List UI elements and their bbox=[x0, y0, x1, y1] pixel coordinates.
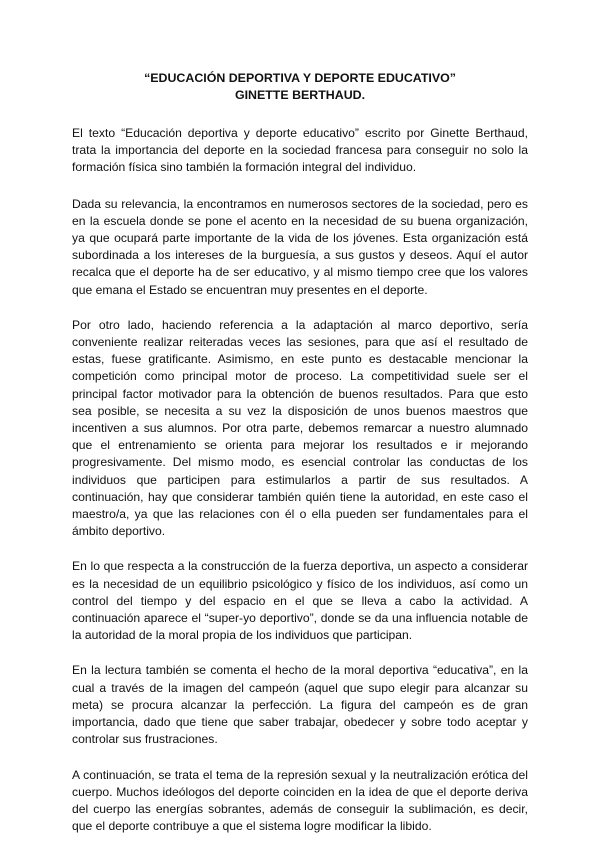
document-body bbox=[72, 125, 528, 853]
paragraph-1: El texto “Educación deportiva y deporte educativo” escrito por Ginette Berthaud, trata la importancia del deporte en la sociedad francesa para conseguir no solo la formación física sino también la formación integral del individuo. bbox=[72, 126, 528, 175]
paragraph-6: A continuación, se trata el tema de la represión sexual y la neutralización erótica del cuerpo. Muchos ideólogos del deporte coinciden en la idea de que el deporte deriva del cuerpo las energías sobrantes, además de conseguir la sublimación, es decir, que el deporte contribuye a que el sistema logre modificar la libido. bbox=[72, 767, 528, 834]
title-line-1: “EDUCACIÓN DEPORTIVA Y DEPORTE EDUCATIVO” bbox=[144, 71, 456, 85]
document-title bbox=[72, 70, 528, 104]
paragraph-4: En lo que respecta a la construcción de la fuerza deportiva, un aspecto a considerar es la necesidad de un equilibrio psicológico y físico de los individuos, así como un control del tiempo y del espacio en el que se lleva a cabo la actividad. A continuación aparece el “super-yo deportivo”, donde se da una influencia notable de la autoridad de la moral propia de los individuos que participan. bbox=[72, 559, 528, 643]
paragraph-2: Dada su relevancia, la encontramos en numerosos sectores de la sociedad, pero es en la escuela donde se pone el acento en la necesidad de su buena organización, ya que ocupará parte importante de la vida de los jóvenes. Esta organización está subordinada a los intereses de la burguesía, a sus gustos y deseos. Aquí el autor recalca que el deporte ha de ser educativo, y al mismo tiempo cree que los valores que emana el Estado se encuentran muy presentes en el deporte. bbox=[72, 196, 528, 297]
paragraph-5: En la lectura también se comenta el hecho de la moral deportiva “educativa”, en la cual a través de la imagen del campeón (aquel que supo elegir para alcanzar su meta) se procura alcanzar la perfección. La figura del campeón es de gran importancia, dado que tiene que saber trabajar, obedecer y sobre todo aceptar y controlar sus frustraciones. bbox=[72, 663, 528, 747]
paragraph-3: Por otro lado, haciendo referencia a la adaptación al marco deportivo, sería conveniente realizar reiteradas veces las sesiones, para que así el resultado de estas, fuese gratificante. Asimismo, en este punto es destacable mencionar la competición como principal motor de proceso. La competitividad suele ser el principal factor motivador para la obtención de buenos resultados. Para que esto sea posible, se necesita a su vez la disposición de unos buenos maestros que incentiven a sus alumnos. Por otra parte, debemos remarcar a nuestro alumnado que el entrenamiento se orienta para mejorar los resultados e ir mejorando progresivamente. Del mismo modo, es esencial controlar las conductas de los individuos que participen para estimularlos a partir de sus resultados. A continuación, hay que considerar también quién tiene la autoridad, en este caso el maestro/a, ya que las relaciones con él o ella pueden ser fundamentales para el ámbito deportivo. bbox=[72, 317, 528, 539]
title-line-2-author: GINETTE BERTHAUD. bbox=[234, 88, 366, 102]
